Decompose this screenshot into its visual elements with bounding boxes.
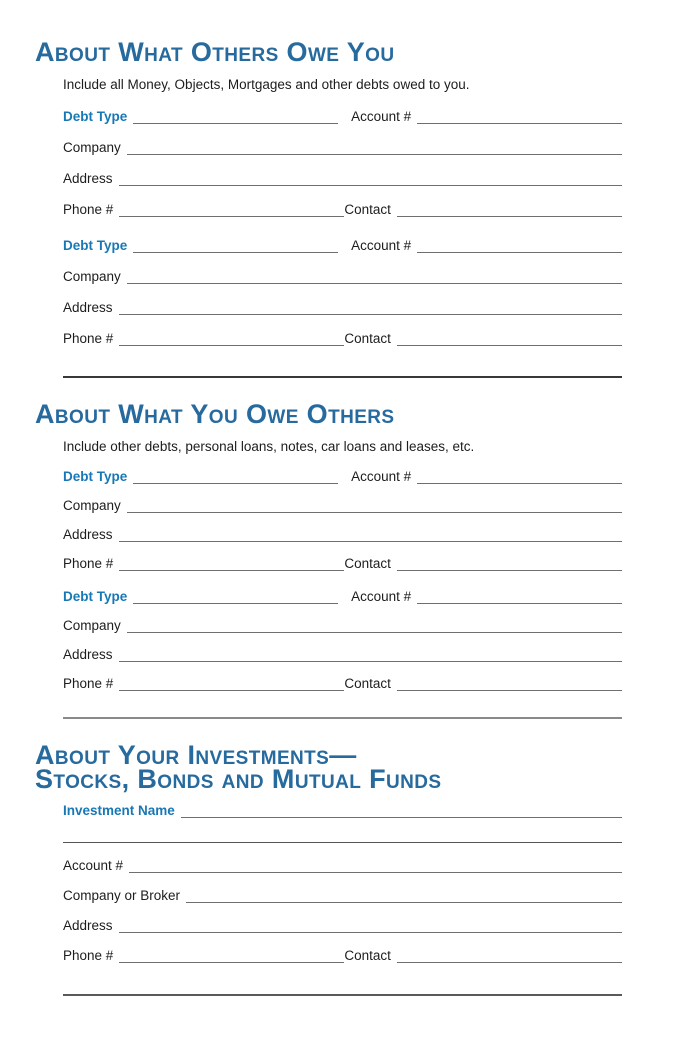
section-what-others-owe-you <box>0 37 683 378</box>
debt-block-1 <box>63 107 622 217</box>
company-or-broker-label: Company or Broker <box>63 888 181 903</box>
company-row <box>63 138 622 155</box>
account-label: Account # <box>351 469 412 484</box>
investment-name-input-line[interactable] <box>181 814 622 818</box>
address-input-line[interactable] <box>119 538 622 542</box>
debt-type-account-row <box>63 587 622 604</box>
company-row <box>63 267 622 284</box>
phone-label: Phone # <box>63 556 114 571</box>
section-title-line-1: About Your Investments— <box>35 740 357 770</box>
address-label: Address <box>63 647 113 662</box>
section-subtitle: Include other debts, personal loans, notes, car loans and leases, etc. <box>63 439 475 454</box>
contact-label: Contact <box>344 556 391 571</box>
company-row <box>63 496 622 513</box>
account-label: Account # <box>351 109 412 124</box>
phone-contact-row <box>63 946 622 963</box>
phone-contact-row <box>63 329 622 346</box>
account-input-line[interactable] <box>417 120 622 124</box>
section-title <box>35 740 683 794</box>
phone-input-line[interactable] <box>119 213 344 217</box>
address-row <box>63 298 622 315</box>
company-input-line[interactable] <box>127 509 622 513</box>
debt-block-2 <box>63 236 622 346</box>
company-label: Company <box>63 498 121 513</box>
debt-type-account-row <box>63 467 622 484</box>
company-label: Company <box>63 269 121 284</box>
contact-label: Contact <box>344 331 391 346</box>
account-label: Account # <box>351 589 412 604</box>
debt-type-label: Debt Type <box>63 469 128 484</box>
address-row <box>63 645 622 662</box>
blank-input-line[interactable] <box>63 842 622 843</box>
phone-label: Phone # <box>63 331 114 346</box>
address-label: Address <box>63 300 113 315</box>
debt-type-label: Debt Type <box>63 238 128 253</box>
address-row <box>63 916 622 933</box>
investment-details-block <box>63 856 622 963</box>
debt-type-input-line[interactable] <box>133 249 338 253</box>
company-input-line[interactable] <box>127 280 622 284</box>
address-input-line[interactable] <box>119 311 622 315</box>
address-label: Address <box>63 918 113 933</box>
account-input-line[interactable] <box>417 480 622 484</box>
phone-label: Phone # <box>63 676 114 691</box>
company-row <box>63 616 622 633</box>
address-input-line[interactable] <box>119 929 622 933</box>
section-title: About What Others Owe You <box>35 37 395 67</box>
company-or-broker-input-line[interactable] <box>186 899 622 903</box>
debt-type-input-line[interactable] <box>133 480 338 484</box>
account-input-line[interactable] <box>417 600 622 604</box>
investment-block <box>63 801 622 818</box>
company-label: Company <box>63 140 121 155</box>
company-input-line[interactable] <box>127 629 622 633</box>
address-row <box>63 525 622 542</box>
phone-input-line[interactable] <box>119 342 344 346</box>
debt-type-input-line[interactable] <box>133 120 338 124</box>
phone-input-line[interactable] <box>119 567 344 571</box>
section-your-investments <box>0 740 683 996</box>
phone-contact-row <box>63 200 622 217</box>
section-what-you-owe-others <box>0 399 683 719</box>
debt-type-input-line[interactable] <box>133 600 338 604</box>
phone-label: Phone # <box>63 948 114 963</box>
contact-input-line[interactable] <box>397 342 622 346</box>
company-input-line[interactable] <box>127 151 622 155</box>
contact-input-line[interactable] <box>397 959 622 963</box>
contact-input-line[interactable] <box>397 213 622 217</box>
contact-label: Contact <box>344 948 391 963</box>
address-label: Address <box>63 527 113 542</box>
account-input-line[interactable] <box>129 869 622 873</box>
contact-label: Contact <box>344 676 391 691</box>
address-input-line[interactable] <box>119 658 622 662</box>
account-label: Account # <box>351 238 412 253</box>
section-title: About What You Owe Others <box>35 399 395 429</box>
address-label: Address <box>63 171 113 186</box>
address-row <box>63 169 622 186</box>
phone-contact-row <box>63 674 622 691</box>
debt-type-account-row <box>63 236 622 253</box>
address-input-line[interactable] <box>119 182 622 186</box>
investment-name-label: Investment Name <box>63 803 175 818</box>
contact-input-line[interactable] <box>397 687 622 691</box>
contact-input-line[interactable] <box>397 567 622 571</box>
phone-label: Phone # <box>63 202 114 217</box>
debt-type-account-row <box>63 107 622 124</box>
company-label: Company <box>63 618 121 633</box>
section-divider <box>63 994 622 996</box>
section-divider <box>63 376 622 378</box>
account-label: Account # <box>63 858 124 873</box>
debt-block-2 <box>63 587 622 691</box>
investment-name-row <box>63 801 622 818</box>
company-or-broker-row <box>63 886 622 903</box>
phone-input-line[interactable] <box>119 959 344 963</box>
account-row <box>63 856 622 873</box>
account-input-line[interactable] <box>417 249 622 253</box>
debt-type-label: Debt Type <box>63 589 128 604</box>
phone-contact-row <box>63 554 622 571</box>
section-title-line-2: Stocks, Bonds and Mutual Funds <box>35 764 442 794</box>
debt-type-label: Debt Type <box>63 109 128 124</box>
debt-block-1 <box>63 467 622 571</box>
contact-label: Contact <box>344 202 391 217</box>
section-subtitle: Include all Money, Objects, Mortgages and other debts owed to you. <box>63 77 470 92</box>
section-divider <box>63 717 622 719</box>
phone-input-line[interactable] <box>119 687 344 691</box>
